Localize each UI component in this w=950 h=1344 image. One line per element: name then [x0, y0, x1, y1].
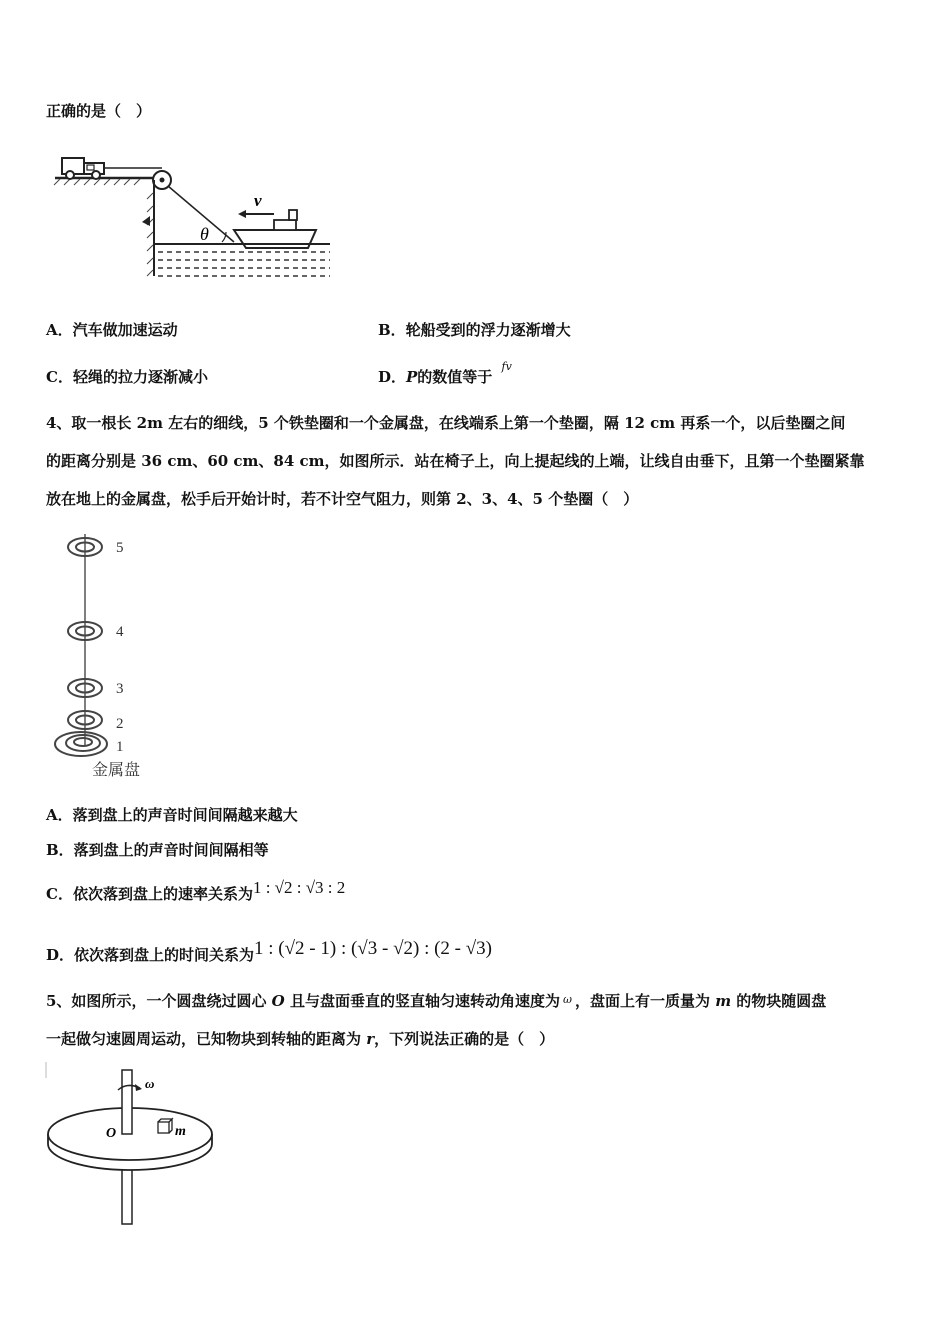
q3-option-b: B．轮船受到的浮力逐渐增大 — [378, 321, 571, 339]
q4-option-c — [46, 878, 346, 904]
q4-figure — [50, 530, 170, 782]
q3-option-c: C．轻绳的拉力逐渐减小 — [46, 368, 208, 386]
center-o-label: O — [106, 1126, 117, 1141]
q4-option-d-math: 1 : (√2 - 1) : (√3 - √2) : (2 - √3) — [254, 938, 493, 959]
q5-line1-b: 且与盘面垂直的竖直轴匀速转动角速度为 — [284, 992, 560, 1010]
q4-option-c-math: 1 : √2 : √3 : 2 — [252, 878, 346, 897]
q3-stem-tail: 正确的是（ ） — [46, 102, 152, 120]
q5-stem-line2 — [46, 1029, 554, 1049]
omega-label: ω — [145, 1076, 155, 1091]
theta-label: θ — [200, 224, 209, 244]
washer-label-2: 2 — [116, 716, 124, 732]
q4-option-c-text: C．依次落到盘上的速率关系为 — [46, 885, 253, 903]
q5-figure — [44, 1062, 224, 1230]
q3-option-d-var: P — [406, 368, 418, 386]
q5-line1-a: 5、如图所示，一个圆盘绕过圆心 — [46, 992, 272, 1010]
mass-m-label: m — [175, 1124, 186, 1139]
washer-label-1: 1 — [116, 739, 124, 755]
truck-icon — [62, 158, 104, 179]
washer-1-on-plate — [55, 732, 107, 756]
washer-label-5: 5 — [116, 540, 124, 556]
q3-option-d-math: fv — [501, 360, 512, 373]
q4-option-a: A．落到盘上的声音时间间隔越来越大 — [46, 806, 298, 824]
metal-plate-label: 金属盘 — [92, 760, 141, 779]
velocity-label: v — [254, 191, 262, 210]
washer-label-3: 3 — [116, 681, 124, 697]
q4-stem-line3: 放在地上的金属盘，松手后开始计时，若不计空气阻力，则第 2、3、4、5 个垫圈（ ） — [46, 490, 639, 508]
q3-option-d — [378, 360, 512, 389]
q4-option-d-text: D．依次落到盘上的时间关系为 — [46, 946, 255, 964]
q5-line2-b: ，下列说法正确的是（ ） — [374, 1030, 555, 1048]
arrow-left-icon — [238, 210, 246, 218]
axle-lower — [122, 1166, 132, 1224]
washer-label-4: 4 — [116, 624, 124, 640]
q4-stem-line2: 的距离分别是 36 cm、60 cm、84 cm，如图所示．站在椅子上，向上提起线的上端，让线自由垂下，且第一个垫圈紧靠 — [46, 452, 865, 470]
q5-line2-r: r — [366, 1030, 375, 1048]
q5-line1-c: ，盘面上有一质量为 — [574, 992, 716, 1010]
q3-option-a: A．汽车做加速运动 — [46, 321, 178, 339]
axle-upper — [122, 1070, 132, 1134]
q4-option-b: B．落到盘上的声音时间间隔相等 — [46, 841, 269, 859]
q3-option-d-prefix: D． — [378, 368, 407, 386]
boat-icon — [234, 210, 316, 248]
q4-stem-line1: 4、取一根长 2m 左右的细线，5 个铁垫圈和一个金属盘，在线端系上第一个垫圈，隔 12 cm 再系一个，以后垫圈之间 — [46, 414, 846, 432]
q5-line2-a: 一起做匀速圆周运动，已知物块到转轴的距离为 — [46, 1030, 367, 1048]
q3-figure — [50, 148, 340, 288]
q5-line1-o: O — [271, 992, 285, 1010]
q5-line1-d: 的物块随圆盘 — [731, 992, 827, 1010]
q4-option-d — [46, 938, 493, 965]
q5-line1-m: m — [715, 992, 732, 1010]
q5-stem-line1 — [46, 991, 826, 1013]
q5-line1-omega: ω — [562, 993, 572, 1006]
q3-option-d-text: 的数值等于 — [417, 368, 493, 386]
